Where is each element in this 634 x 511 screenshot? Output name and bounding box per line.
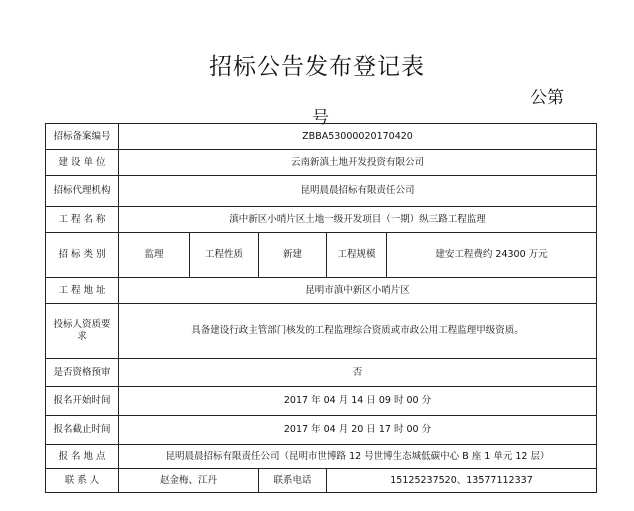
row-prequal xyxy=(46,359,597,387)
qualification-label: 投标人资质要求 xyxy=(46,304,119,359)
prequal-value: 否 xyxy=(119,359,597,387)
address-value: 昆明市滇中新区小哨片区 xyxy=(119,278,597,304)
reg-end-label: 报名截止时间 xyxy=(46,416,119,445)
reg-end-value: 2017 年 04 月 20 日 17 时 00 分 xyxy=(119,416,597,445)
row-project xyxy=(46,207,597,233)
builder-label: 建 设 单 位 xyxy=(46,150,119,176)
record-no-value: ZBBA53000020170420 xyxy=(119,124,597,150)
phone-label: 联系电话 xyxy=(259,469,327,493)
row-record-no xyxy=(46,124,597,150)
reg-start-label: 报名开始时间 xyxy=(46,387,119,416)
phone-value: 15125237520、13577112337 xyxy=(327,469,597,493)
reg-place-label: 报 名 地 点 xyxy=(46,445,119,469)
row-builder xyxy=(46,150,597,176)
registration-table xyxy=(45,123,597,493)
project-label: 工 程 名 称 xyxy=(46,207,119,233)
record-no-label: 招标备案编号 xyxy=(46,124,119,150)
notice-number-prefix: 公第 xyxy=(530,88,564,108)
address-label: 工 程 地 址 xyxy=(46,278,119,304)
agency-value: 昆明晨晨招标有限责任公司 xyxy=(119,176,597,207)
qualification-value: 具备建设行政主管部门核发的工程监理综合资质或市政公用工程监理甲级资质。 xyxy=(119,304,597,359)
contact-label: 联 系 人 xyxy=(46,469,119,493)
contact-value: 赵金梅、江丹 xyxy=(119,469,259,493)
project-value: 滇中新区小哨片区土地一级开发项目（一期）纵三路工程监理 xyxy=(119,207,597,233)
notice-number-suffix: 号 xyxy=(312,108,329,128)
nature-value: 新建 xyxy=(259,233,327,278)
scale-label: 工程规模 xyxy=(327,233,387,278)
row-reg-end xyxy=(46,416,597,445)
reg-start-value: 2017 年 04 月 14 日 09 时 00 分 xyxy=(119,387,597,416)
prequal-label: 是否资格预审 xyxy=(46,359,119,387)
row-contact xyxy=(46,469,597,493)
row-reg-place xyxy=(46,445,597,469)
row-agency xyxy=(46,176,597,207)
category-value: 监理 xyxy=(119,233,190,278)
builder-value: 云南新滇土地开发投资有限公司 xyxy=(119,150,597,176)
row-address xyxy=(46,278,597,304)
reg-place-value: 昆明晨晨招标有限责任公司（昆明市世博路 12 号世博生态城低碳中心 B 座 1 单元 12 层） xyxy=(119,445,597,469)
scale-value: 建安工程费约 24300 万元 xyxy=(387,233,597,278)
row-qualification xyxy=(46,304,597,359)
category-label: 招 标 类 别 xyxy=(46,233,119,278)
form-title: 招标公告发布登记表 xyxy=(209,54,425,80)
row-reg-start xyxy=(46,387,597,416)
agency-label: 招标代理机构 xyxy=(46,176,119,207)
row-category xyxy=(46,233,597,278)
nature-label: 工程性质 xyxy=(190,233,259,278)
